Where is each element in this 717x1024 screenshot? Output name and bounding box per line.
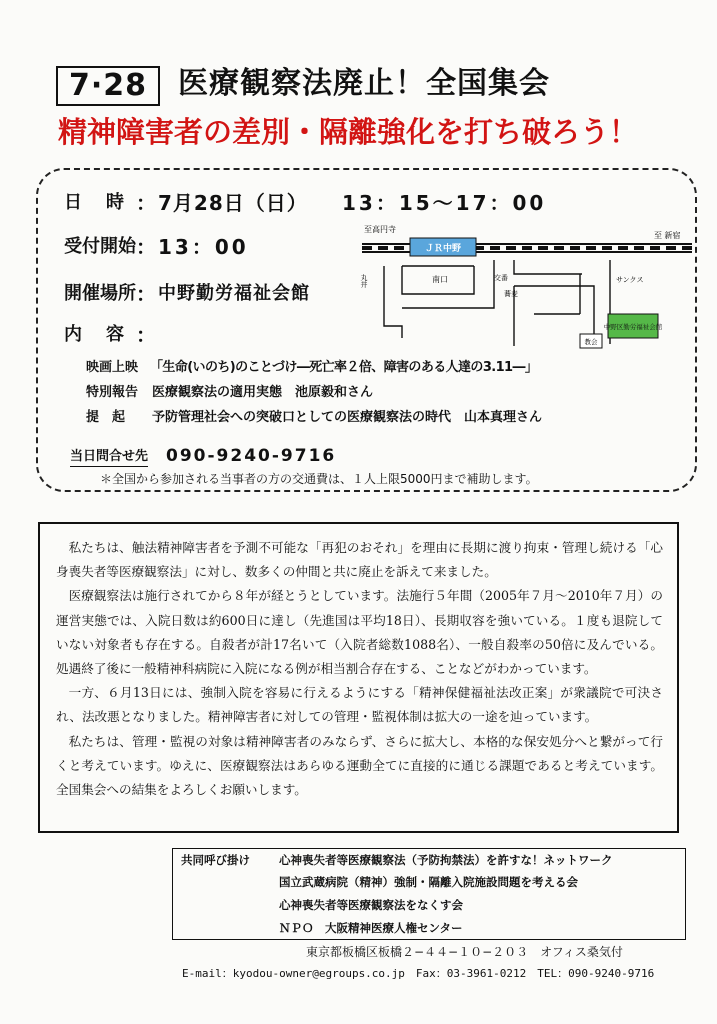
footer-contact: E-mail：kyodou-owner@egroups.co.jp Fax：03-3961-0212 TEL：090-9240-9716: [182, 967, 655, 980]
venue-map-label: 中野区勤労福祉会館: [603, 323, 663, 331]
organizer-name: 心神喪失者等医療観察法をなくす会: [279, 898, 463, 912]
contact-label: 当日問合せ先: [70, 448, 148, 467]
to-kouenji-label: 至高円寺: [364, 225, 396, 234]
reception-colon: ：: [136, 235, 157, 259]
program-text: 医療観察法の適用実態 池原毅和さん: [152, 385, 374, 400]
body-paragraph: 医療観察法は施行されてから８年が経とうとしています。法施行５年間（2005年７月〜2010年７月）の運営実態では、入院日数は約600日に達し（先進国は平均18日）、長期収容を強いている。１度も退院していない対象者も存在する。自殺者が計17名いて（入院者総数1088名）、一般自殺率の50倍に及んでいる。処遇終了後に一般精神科病院に入院になる例が相当割合存在する、ことなどがわかっています。: [56, 588, 663, 677]
body-paragraph: 私たちは、管理・監視の対象は精神障害者のみならず、さらに拡大し、本格的な保安処分へと繋がって行くと考えています。ゆえに、医療観察法はあらゆる運動全てに直接的に通じる課題であると考えています。全国集会への結集をよろしくお願いします。: [56, 733, 663, 798]
reception-label: 受付開始: [64, 236, 136, 257]
venue-map: [354, 216, 694, 356]
organizers-box: [172, 848, 686, 940]
road: [514, 260, 582, 274]
road: [384, 266, 402, 338]
datetime-label: 日 時: [64, 192, 127, 213]
program-text: 「生命(いのち)のことづけ―死亡率２倍、障害のある人達の3.11―」: [150, 360, 538, 375]
road: [402, 266, 494, 308]
program-label: 映画上映: [86, 360, 139, 375]
content-label: 内 容: [64, 324, 127, 345]
body-paragraph: 私たちは、触法精神障害者を予測不可能な「再犯のおそれ」を理由に長期に渡り拘束・管理し続ける「心身喪失者等医療観察法」に対し、数多くの仲間と共に廃止を訴えて来ました。: [56, 540, 663, 580]
travel-subsidy-note: ＊全国から参加される当事者の方の交通費は、１人上限5000円まで補助します。: [100, 472, 538, 486]
datetime-colon: ：: [136, 191, 157, 215]
event-date-badge: 7·28: [56, 66, 160, 106]
south-exit-label: 南口: [432, 275, 448, 284]
body-statement: [38, 522, 679, 833]
organizers-label: 共同呼び掛け: [181, 853, 250, 867]
event-time: 13：15〜17：00: [342, 191, 547, 215]
page-title: 医療観察法廃止！全国集会: [178, 66, 550, 101]
program-label: 提 起: [86, 410, 126, 425]
venue-colon: ：: [136, 282, 157, 306]
contact-phone: 090-9240-9716: [166, 446, 337, 466]
organizer-name: 国立武蔵病院（精神）強制・隔離入院施設問題を考える会: [279, 875, 578, 889]
marui-label: 丸井: [360, 274, 368, 288]
venue-name: 中野勤労福祉会館: [158, 283, 310, 304]
organizer-name: ＮＰＯ 大阪精神医療人権センター: [279, 921, 463, 935]
to-shinjuku-label: 至 新宿: [654, 231, 681, 240]
venue-label: 開催場所: [64, 283, 136, 304]
office-address: 東京都板橋区板橋２−４４−１０−２０３ オフィス桑気付: [306, 945, 623, 959]
page-subtitle: 精神障害者の差別・隔離強化を打ち破ろう！: [58, 115, 639, 149]
program-label: 特別報告: [86, 385, 139, 400]
sunkus-label: サンクス: [616, 276, 644, 284]
koban-label: 交番: [494, 274, 508, 282]
program-text: 予防管理社会への突破口としての医療観察法の時代 山本真理さん: [152, 410, 543, 425]
ryoke-label: 蕎麦: [504, 290, 518, 298]
organizer-name: 心神喪失者等医療観察法（予防拘禁法）を許すな！ネットワーク: [279, 853, 613, 867]
body-paragraph: 一方、６月13日には、強制入院を容易に行えるようにする「精神保健福祉法改正案」が衆議院で可決され、法改悪となりました。精神障害者に対しての管理・監視体制は拡大の一途を辿っています。: [56, 685, 663, 725]
station-label: ＪＲ中野: [424, 244, 462, 254]
reception-time: 13：00: [158, 235, 249, 259]
church-label: 教会: [584, 338, 598, 346]
content-colon: ：: [136, 323, 157, 347]
event-date: 7月28日（日）: [158, 191, 308, 215]
